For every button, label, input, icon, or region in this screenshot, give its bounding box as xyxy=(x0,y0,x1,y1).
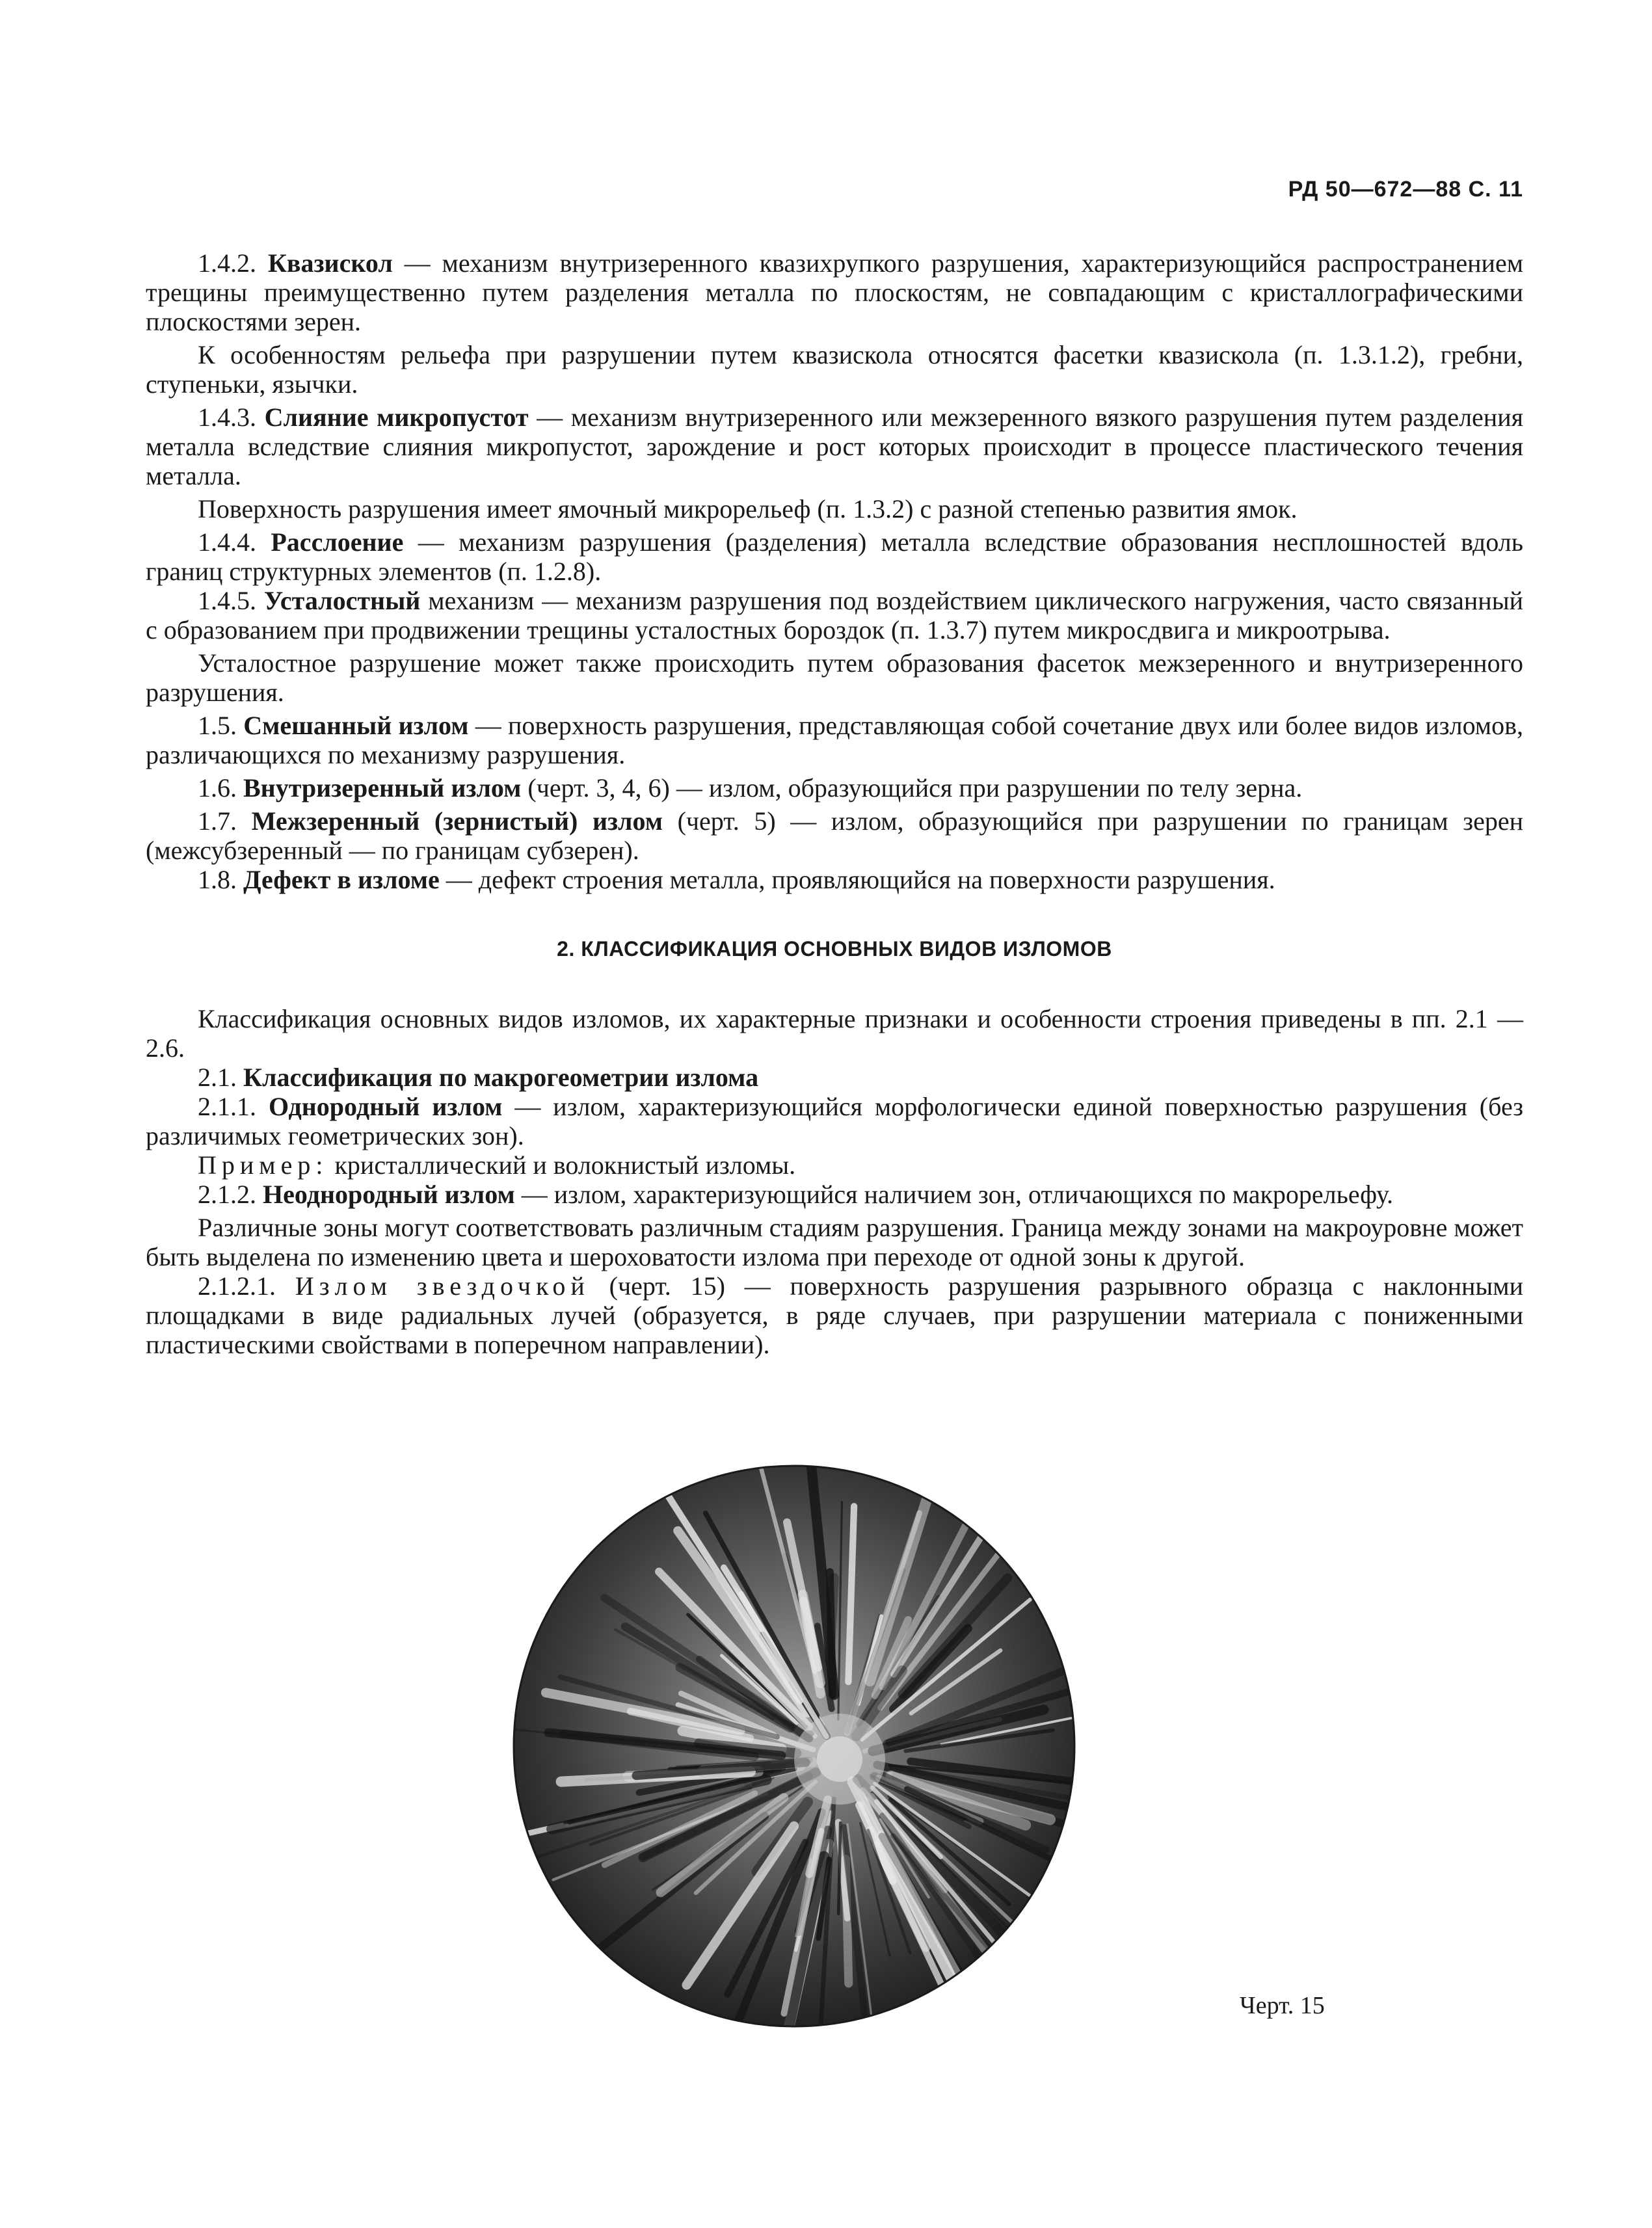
para-zones: Различные зоны могут соответствовать различным стадиям разрушения. Граница между зонами на макроуровне может быть выделена по изменению цвета и шероховатости излома при переходе от одной зоны к другой. xyxy=(146,1213,1523,1271)
para-1-4-4: 1.4.4. Расслоение — механизм разрушения (разделения) металла вследствие образования несплошностей вдоль границ структурных элементов (п. 1.2.8). xyxy=(146,527,1523,586)
fracture-ray xyxy=(838,1823,840,1914)
para-1-4-2: 1.4.2. Квазискол — механизм внутризеренного квазихрупкого разрушения, характеризующийся распространением трещины преимущественно путем разделения металла по плоскостям, не совпадающим с кристаллографическими плоскостями зерен. xyxy=(146,248,1524,336)
para-1-8: 1.8. Дефект в изломе — дефект строения металла, проявляющийся на поверхности разрушения. xyxy=(198,865,1275,894)
para-1-6: 1.6. Внутризеренный излом (черт. 3, 4, 6) — излом, образующийся при разрушении по телу зерна. xyxy=(198,773,1303,802)
section-2-title: 2. КЛАССИФИКАЦИЯ ОСНОВНЫХ ВИДОВ ИЗЛОМОВ xyxy=(557,937,1112,961)
para-fatigue: Усталостное разрушение может также происходить путем образования фасеток межзеренного и внутризеренного разрушения. xyxy=(146,648,1523,707)
para-1-5: 1.5. Смешанный излом — поверхность разрушения, представляющая собой сочетание двух или более видов изломов, различающихся по механизму разрушения. xyxy=(146,711,1524,769)
para-1-7: 1.7. Межзеренный (зернистый) излом (черт. 5) — излом, образующийся при разрушении по границам зерен (межсубзеренный — по границам субзерен). xyxy=(146,806,1523,865)
para-example: Пример: кристаллический и волокнистый изломы. xyxy=(198,1150,796,1180)
document-header: РД 50—672—88 С. 11 xyxy=(1288,177,1523,202)
star-fracture-photo xyxy=(511,1463,1077,2029)
fracture-image xyxy=(511,1463,1077,2029)
para-classification-intro: Классификация основных видов изломов, их характерные признаки и особенности строения приведены в пп. 2.1 — 2.6. xyxy=(146,1004,1523,1063)
page-body xyxy=(146,248,1523,1359)
para-2-1: 2.1. Классификация по макрогеометрии излома xyxy=(198,1063,759,1092)
para-2-1-1: 2.1.1. Однородный излом — излом, характеризующийся морфологически единой поверхностью разрушения (без различимых геометрических зон). xyxy=(146,1092,1523,1150)
para-quasi-relief: К особенностям рельефа при разрушении путем квазискола относятся фасетки квазискола (п. 1.3.1.2), гребни, ступеньки, язычки. xyxy=(146,340,1523,399)
para-2-1-2-1: 2.1.2.1. Излом звездочкой (черт. 15) — поверхность разрушения разрывного образца с наклонными площадками в виде радиальных лучей (образуется, в ряде случаев, при разрушении материала с пониженными пластическими свойствами в поперечном направлении). xyxy=(146,1271,1523,1359)
figure-caption: Черт. 15 xyxy=(1240,1992,1325,2019)
para-1-4-3: 1.4.3. Слияние микропустот — механизм внутризеренного или межзеренного вязкого разрушения путем разделения металла вследствие слияния микропустот, зарождение и рост которых происходит в процессе пластического течения металла. xyxy=(146,403,1524,490)
para-2-1-2: 2.1.2. Неоднородный излом — излом, характеризующийся наличием зон, отличающихся по макрорельефу. xyxy=(198,1180,1394,1209)
para-dimple: Поверхность разрушения имеет ямочный микрорельеф (п. 1.3.2) с разной степенью развития ямок. xyxy=(198,494,1298,524)
para-1-4-5: 1.4.5. Усталостный механизм — механизм разрушения под воздействием циклического нагружения, часто связанный с образованием при продвижении трещины усталостных бороздок (п. 1.3.7) путем микросдвига и микроотрыва. xyxy=(146,586,1523,644)
